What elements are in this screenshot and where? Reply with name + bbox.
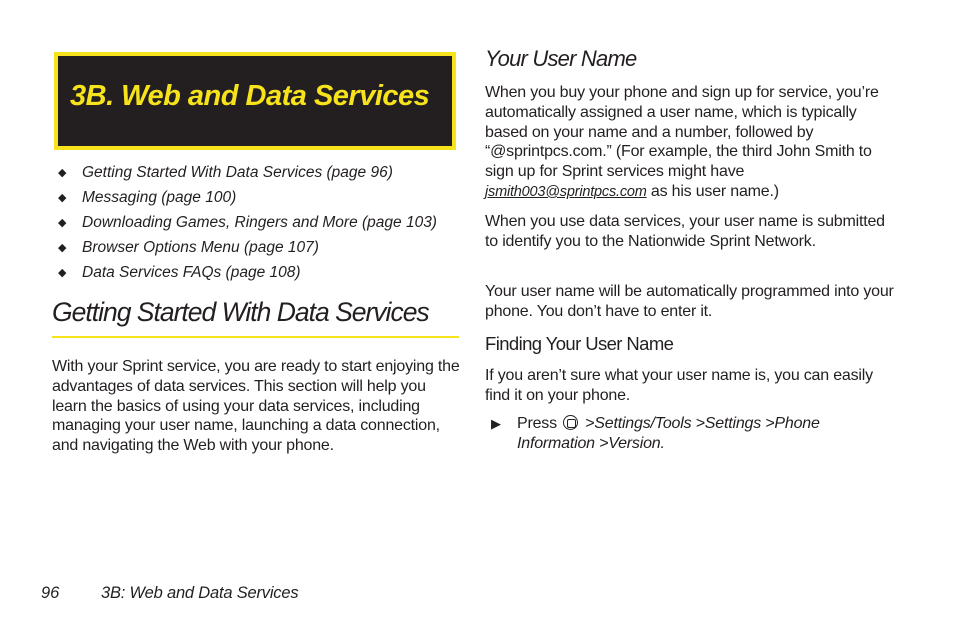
section-title: Getting Started With Data Services (52, 297, 429, 327)
menu-navigation-path: >Settings/Tools >Settings >Phone Information >Version. (517, 415, 820, 452)
step-press-label: Press (517, 415, 557, 432)
diamond-bullet-icon: ◆ (58, 167, 67, 179)
toc-item-label: Getting Started With Data Services (page 96) (82, 163, 393, 181)
diamond-bullet-icon: ◆ (58, 192, 67, 204)
user-name-heading: Your User Name (485, 46, 637, 71)
toc-item[interactable] (58, 160, 437, 185)
user-name-paragraph (485, 83, 897, 203)
data-services-paragraph: When you use data services, your user name is submitted to identify you to the Nationwide Sprint Network. (485, 213, 885, 250)
auto-programmed-paragraph: Your user name will be automatically programmed into your phone. You don’t have to enter it. (485, 283, 894, 320)
user-name-text-end: as his user name.) (646, 182, 779, 200)
toc-item-label: Downloading Games, Ringers and More (page 103) (82, 213, 437, 231)
finding-user-name-paragraph: If you aren’t sure what your user name is, you can easily find it on your phone. (485, 367, 873, 404)
diamond-bullet-icon: ◆ (58, 217, 67, 229)
instruction-step (491, 414, 881, 454)
finding-user-name-heading: Finding Your User Name (485, 333, 674, 354)
chapter-title-box (54, 52, 456, 150)
diamond-bullet-icon: ◆ (58, 267, 67, 279)
step-text (517, 414, 881, 454)
toc-item[interactable] (58, 260, 437, 285)
menu-ok-key-icon (563, 415, 578, 430)
section-divider (52, 336, 459, 338)
step-arrow-icon: ▶ (491, 416, 501, 431)
toc-item[interactable] (58, 235, 437, 260)
example-email-link[interactable]: jsmith003@sprintpcs.com (485, 183, 647, 200)
diamond-bullet-icon: ◆ (58, 242, 67, 254)
footer-section-title: 3B: Web and Data Services (101, 584, 299, 602)
toc-item-label: Data Services FAQs (page 108) (82, 263, 301, 281)
user-name-text: When you buy your phone and sign up for service, you’re automatically assigned a user name, which is typically based on your name and a number, followed by “@sprintpcs.com.” (For example, the third John Smith to sign up for Sprint services might have (485, 84, 879, 181)
page-number: 96 (41, 584, 60, 602)
section-intro-paragraph: With your Sprint service, you are ready to start enjoying the advantages of data services. This section will help you learn the basics of using your data services, including managing your user name, launching a data connection, and navigating the Web with your phone. (52, 358, 460, 455)
toc-item-label: Messaging (page 100) (82, 188, 237, 206)
toc-item-label: Browser Options Menu (page 107) (82, 238, 319, 256)
toc-item[interactable] (58, 185, 437, 210)
chapter-title: 3B. Web and Data Services (70, 80, 430, 112)
chapter-contents-list (58, 160, 437, 285)
toc-item[interactable] (58, 210, 437, 235)
